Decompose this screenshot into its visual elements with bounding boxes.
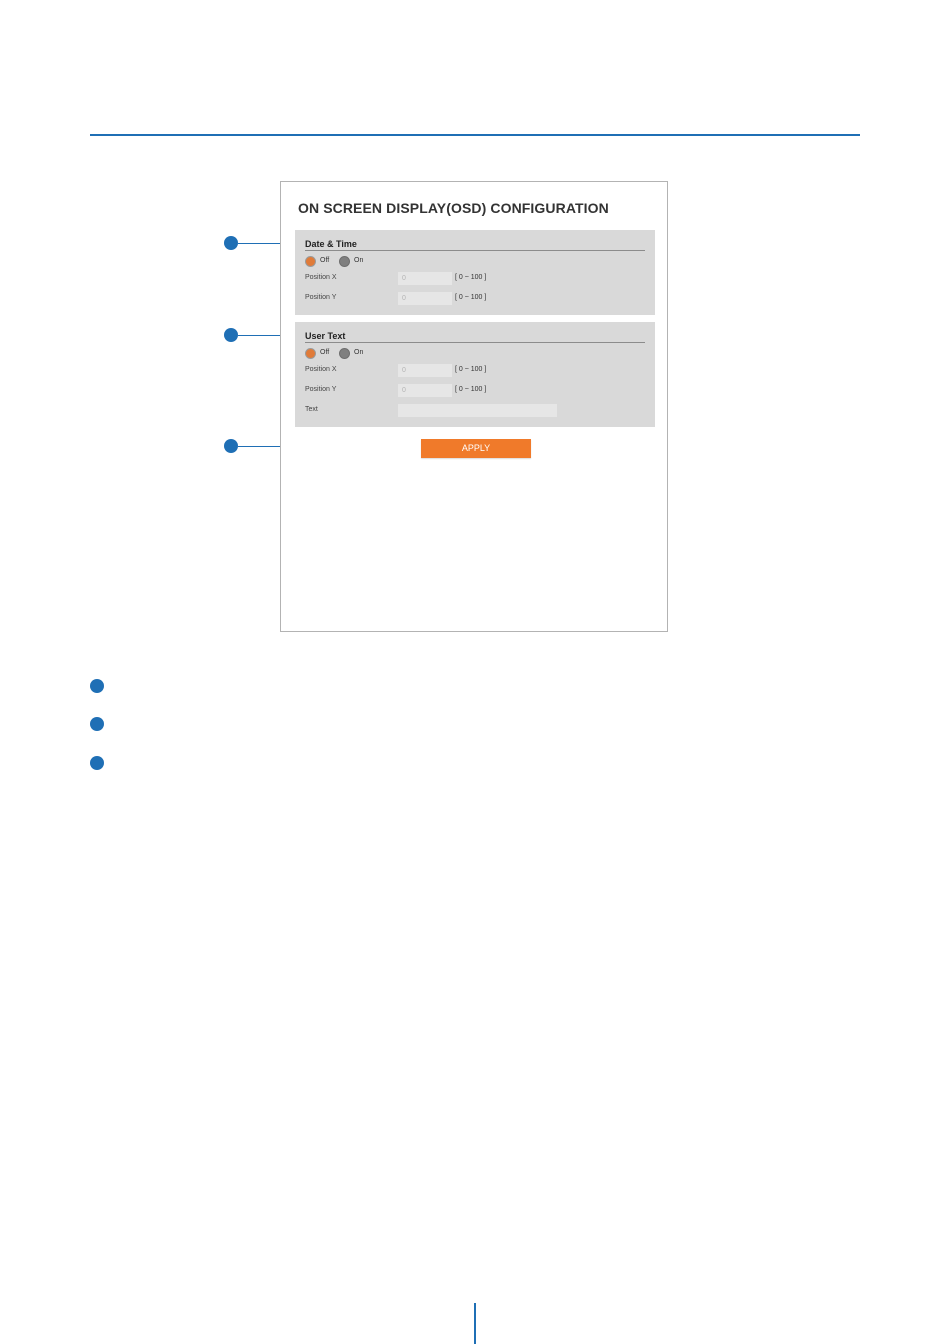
- date-time-position-x-input[interactable]: [398, 272, 452, 285]
- date-time-title: Date & Time: [305, 239, 357, 249]
- user-text-title: User Text: [305, 331, 346, 341]
- footer-rule: [474, 1303, 476, 1344]
- apply-button[interactable]: APPLY: [421, 439, 531, 458]
- user-text-position-y-label: Position Y: [305, 386, 337, 393]
- header-rule: [90, 134, 860, 136]
- user-text-position-x-range: [ 0 ~ 100 ]: [455, 366, 487, 373]
- user-text-position-x-label: Position X: [305, 366, 337, 373]
- user-text-on-radio[interactable]: [339, 348, 350, 359]
- user-text-section: [295, 322, 655, 427]
- date-time-position-y-range: [ 0 ~ 100 ]: [455, 294, 487, 301]
- date-time-position-y-input[interactable]: [398, 292, 452, 305]
- legend-bullet-2: [90, 717, 104, 731]
- user-text-on-label: On: [354, 349, 364, 356]
- callout-marker-3: [224, 439, 238, 453]
- user-text-position-y-range: [ 0 ~ 100 ]: [455, 386, 487, 393]
- user-text-position-y-input[interactable]: [398, 384, 452, 397]
- date-time-on-label: On: [354, 257, 364, 264]
- user-text-text-label: Text: [305, 406, 318, 413]
- date-time-section: [295, 230, 655, 315]
- date-time-position-y-label: Position Y: [305, 294, 337, 301]
- user-text-off-radio[interactable]: [305, 348, 316, 359]
- legend-bullet-3: [90, 756, 104, 770]
- legend-bullet-1: [90, 679, 104, 693]
- callout-marker-2: [224, 328, 238, 342]
- date-time-position-x-label: Position X: [305, 274, 337, 281]
- osd-config-panel: [280, 181, 668, 632]
- user-text-position-x-input[interactable]: [398, 364, 452, 377]
- date-time-off-label: Off: [320, 257, 330, 264]
- date-time-position-x-range: [ 0 ~ 100 ]: [455, 274, 487, 281]
- panel-title: ON SCREEN DISPLAY(OSD) CONFIGURATION: [298, 200, 609, 216]
- user-text-divider: [305, 342, 645, 343]
- user-text-off-label: Off: [320, 349, 330, 356]
- date-time-on-radio[interactable]: [339, 256, 350, 267]
- callout-marker-1: [224, 236, 238, 250]
- date-time-divider: [305, 250, 645, 251]
- user-text-text-input[interactable]: [398, 404, 557, 417]
- date-time-off-radio[interactable]: [305, 256, 316, 267]
